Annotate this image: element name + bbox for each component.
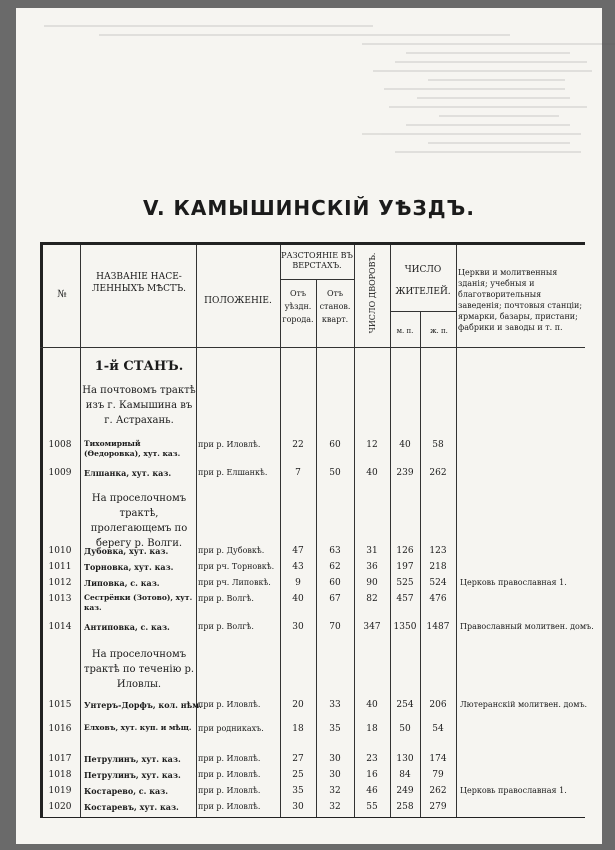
cell-dvory: 23 (366, 754, 378, 764)
section-heading: На почтовомъ трактѣ изъ г. Камышина въ г. Астрахань. (82, 385, 196, 426)
cell-male: 40 (399, 440, 411, 450)
cell-male: 525 (396, 578, 414, 588)
cell-dist-city: 47 (292, 546, 304, 556)
cell-dist-stan: 67 (329, 594, 341, 604)
cell-dist-stan: 60 (329, 578, 341, 588)
cell-position: при р. Волгѣ. (198, 594, 254, 603)
cell-dist-city: 30 (292, 622, 304, 632)
cell-num: 1018 (48, 770, 72, 780)
cell-name: Сестрёнки (Зотово), хут. каз. (84, 593, 193, 612)
cell-churches: Православный молитвен. домъ. (460, 622, 594, 631)
table-row (40, 591, 585, 617)
cell-male: 126 (396, 546, 414, 556)
cell-num: 1012 (48, 578, 72, 588)
cell-position: при родникахъ. (198, 724, 264, 733)
cell-dist-stan: 70 (329, 622, 341, 632)
table-row (40, 543, 585, 559)
cell-position: при р. Волгѣ. (198, 622, 254, 631)
cell-female: 206 (429, 700, 447, 710)
document-page (16, 8, 602, 844)
cell-position: при р. Дубовкѣ. (198, 546, 265, 555)
header-distance: РАЗСТОЯНІЕ ВЪ ВЕРСТАХЪ. (281, 251, 353, 270)
cell-female: 262 (429, 468, 447, 478)
header-divider (390, 311, 456, 312)
cell-dist-stan: 35 (329, 724, 341, 734)
cell-dist-stan: 32 (329, 802, 341, 812)
cell-name: Елшанка, хут. каз. (84, 468, 172, 478)
table-row (40, 751, 585, 767)
cell-male: 457 (396, 594, 414, 604)
cell-dist-city: 27 (292, 754, 304, 764)
cell-dvory: 55 (366, 802, 378, 812)
cell-dist-stan: 63 (329, 546, 341, 556)
cell-position: при р. Елшанкѣ. (198, 468, 268, 477)
header-name: НАЗВАНІЕ НАСЕ-ЛЕННЫХЪ МѢСТЪ. (91, 272, 187, 294)
header-bottom-line (40, 347, 585, 348)
cell-dvory: 18 (366, 724, 378, 734)
cell-num: 1020 (48, 802, 72, 812)
cell-num: 1016 (48, 724, 72, 734)
cell-name: Дубовка, хут. каз. (84, 546, 169, 556)
cell-male: 258 (396, 802, 414, 812)
cell-num: 1010 (48, 546, 72, 556)
cell-dvory: 31 (366, 546, 378, 556)
cell-dist-city: 43 (292, 562, 304, 572)
cell-churches: Церковь православная 1. (460, 786, 567, 795)
cell-churches: Церковь православная 1. (460, 578, 567, 587)
header-position: ПОЛОЖЕНІЕ. (204, 296, 272, 306)
cell-num: 1011 (48, 562, 72, 572)
cell-dist-stan: 60 (329, 440, 341, 450)
cell-female: 58 (432, 440, 444, 450)
cell-dvory: 36 (366, 562, 378, 572)
table-row (40, 575, 585, 591)
cell-dist-city: 25 (292, 770, 304, 780)
cell-dvory: 82 (366, 594, 378, 604)
table-row (40, 767, 585, 783)
cell-name: Тихомирный (Өедоровка), хут. каз. (84, 439, 181, 458)
header-dvory-label: ЧИСЛО ДВОРОВЪ. (368, 252, 377, 334)
cell-dist-stan: 33 (329, 700, 341, 710)
cell-dist-stan: 50 (329, 468, 341, 478)
cell-dist-stan: 30 (329, 770, 341, 780)
table-row (40, 799, 585, 815)
cell-female: 174 (429, 754, 447, 764)
header-dvory (366, 251, 380, 337)
cell-female: 1487 (426, 622, 450, 632)
cell-position: при р. Иловлѣ. (198, 786, 261, 795)
cell-name: Антиповка, с. каз. (84, 622, 170, 632)
page-title: V. КАМЫШИНСКІЙ УѢЗДЪ. (143, 196, 475, 220)
cell-name: Торновка, хут. каз. (84, 562, 174, 572)
header-male: м. п. (396, 327, 414, 335)
cell-name: Петрулинъ, хут. каз. (84, 754, 181, 764)
header-divider (280, 279, 354, 280)
cell-position: при р. Иловлѣ. (198, 770, 261, 779)
table-row (40, 437, 585, 465)
settlements-table (40, 242, 594, 818)
cell-male: 239 (396, 468, 414, 478)
cell-name: Петрулинъ, хут. каз. (84, 770, 181, 780)
cell-dist-city: 40 (292, 594, 304, 604)
table-row (40, 783, 585, 799)
cell-male: 1350 (393, 622, 417, 632)
cell-female: 279 (429, 802, 447, 812)
cell-dist-city: 35 (292, 786, 304, 796)
cell-female: 524 (429, 578, 447, 588)
cell-dist-stan: 30 (329, 754, 341, 764)
table-row (40, 721, 585, 747)
table-row (40, 559, 585, 575)
cell-name: Костаревъ, хут. каз. (84, 802, 179, 812)
header-dist-stan: Отъ станов. кварт. (319, 289, 351, 324)
cell-num: 1009 (48, 468, 72, 478)
cell-position: при р. Иловлѣ. (198, 754, 261, 763)
table-row (40, 619, 594, 635)
cell-position: при рч. Липовкѣ. (198, 578, 271, 587)
cell-female: 218 (429, 562, 447, 572)
table-row (40, 697, 588, 713)
section-heading: На проселочномъ трактѣ по теченію р. Иловлы. (83, 649, 195, 690)
cell-dist-city: 20 (292, 700, 304, 710)
cell-position: при рч. Торновкѣ. (198, 562, 275, 571)
cell-male: 254 (396, 700, 414, 710)
cell-num: 1014 (48, 622, 72, 632)
cell-dvory: 46 (366, 786, 378, 796)
cell-name: Унтеръ-Дорфъ, кол. нѣм. (84, 700, 202, 710)
cell-male: 197 (396, 562, 414, 572)
cell-male: 130 (396, 754, 414, 764)
cell-num: 1017 (48, 754, 72, 764)
cell-name: Елховъ, хут. куп. и мѣщ. (84, 723, 192, 732)
cell-num: 1013 (48, 594, 72, 604)
header-num: № (57, 289, 67, 300)
cell-female: 123 (429, 546, 447, 556)
table-row (40, 465, 585, 481)
cell-num: 1008 (48, 440, 72, 450)
cell-dist-city: 9 (295, 578, 301, 588)
cell-dist-stan: 32 (329, 786, 341, 796)
cell-female: 262 (429, 786, 447, 796)
header-dist-city: Отъ уѣздн. города. (282, 289, 314, 324)
cell-dist-city: 30 (292, 802, 304, 812)
cell-female: 476 (429, 594, 447, 604)
cell-male: 84 (399, 770, 411, 780)
bleed-through-text (44, 18, 592, 178)
header-zhiteli: ЧИСЛО ЖИТЕЛЕЙ. (395, 265, 451, 297)
cell-dvory: 16 (366, 770, 378, 780)
cell-position: при р. Иловлѣ. (198, 700, 261, 709)
header-churches: Церкви и молитвенныя зданія; учебныя и благотворительныя заведенія; почтовыя станціи; ярмарки, базары, пристани; фабрики и заводы и т. п. (458, 268, 583, 332)
cell-churches: Лютеранскій молитвен. домъ. (460, 700, 588, 709)
cell-dvory: 40 (366, 700, 378, 710)
cell-position: при р. Иловлѣ. (198, 440, 261, 449)
section-heading: На проселочномъ трактѣ, пролегающемъ по берегу р. Волги. (90, 493, 188, 549)
cell-name: Костарево, с. каз. (84, 786, 169, 796)
cell-male: 50 (399, 724, 411, 734)
cell-dvory: 40 (366, 468, 378, 478)
cell-male: 249 (396, 786, 414, 796)
cell-female: 79 (432, 770, 444, 780)
cell-name: Липовка, с. каз. (84, 578, 160, 588)
cell-dist-city: 18 (292, 724, 304, 734)
stan-heading: 1-й СТАНЪ. (94, 359, 184, 374)
header-female: ж. п. (430, 327, 448, 335)
cell-dist-city: 7 (295, 468, 301, 478)
cell-female: 54 (432, 724, 444, 734)
cell-position: при р. Иловлѣ. (198, 802, 261, 811)
cell-num: 1015 (48, 700, 72, 710)
cell-num: 1019 (48, 786, 72, 796)
cell-dist-stan: 62 (329, 562, 341, 572)
cell-dvory: 12 (366, 440, 378, 450)
cell-dvory: 347 (363, 622, 381, 632)
cell-dist-city: 22 (292, 440, 304, 450)
cell-dvory: 90 (366, 578, 378, 588)
